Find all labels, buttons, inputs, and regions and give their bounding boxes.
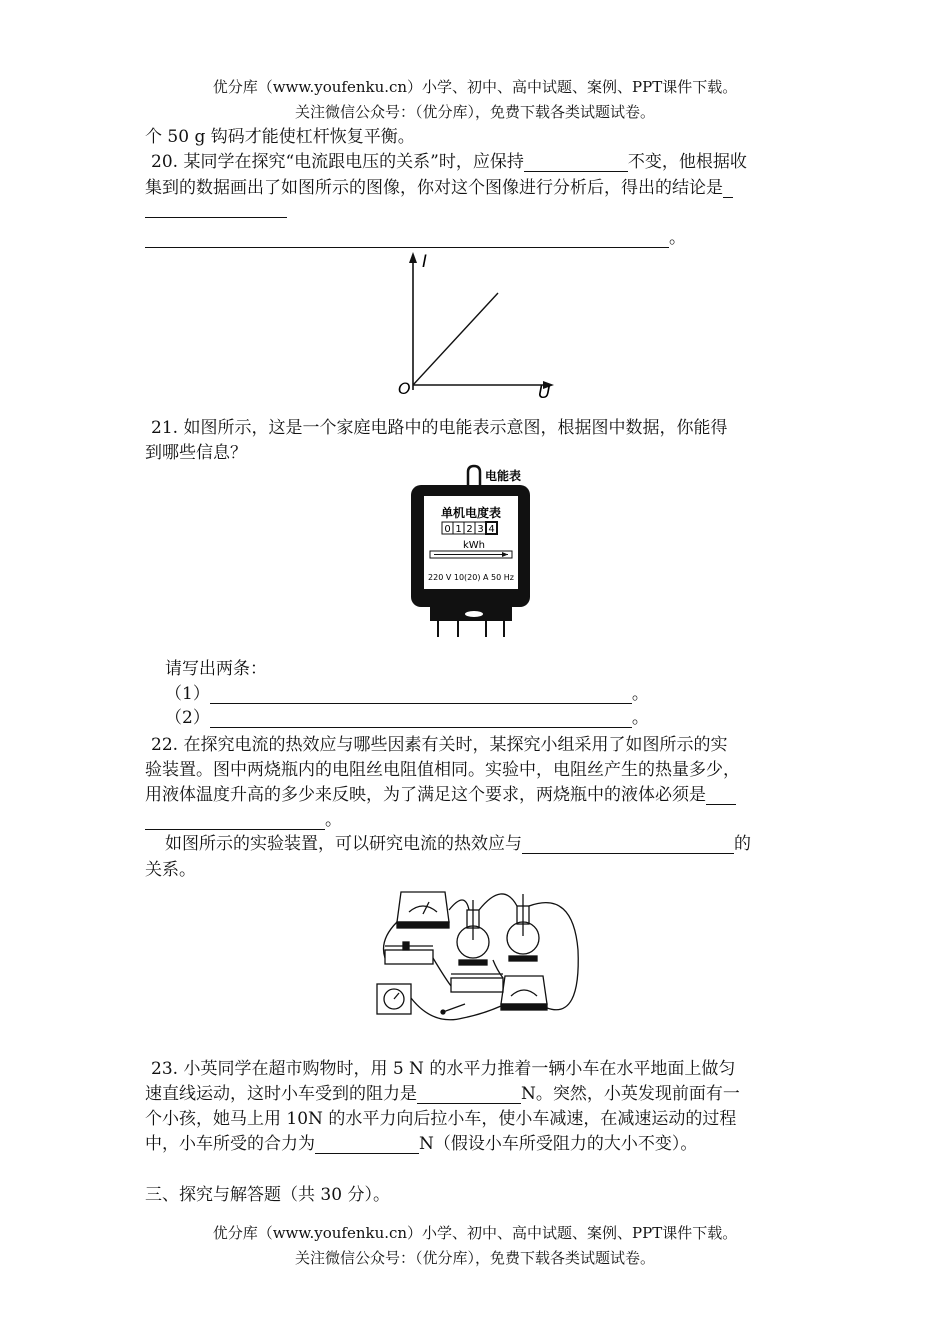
q20-blank-2a[interactable]: [723, 179, 733, 198]
y-axis-label: I: [422, 252, 428, 272]
y-axis-arrow-icon: [409, 252, 417, 263]
x-axis-label: U: [538, 383, 551, 402]
q22-blank-2[interactable]: [522, 835, 734, 854]
meter-digit: 4: [488, 524, 495, 535]
q22-text-f: 的: [734, 834, 751, 854]
ammeter-scale: [409, 906, 437, 912]
q23-text-e: 中，小车所受的合力为: [145, 1134, 315, 1154]
flask-left-stand: [459, 960, 487, 965]
q21-item-1-label: （1）: [165, 684, 210, 704]
meter-unit: kWh: [462, 540, 486, 551]
wire: [449, 900, 469, 910]
iu-graph: [388, 250, 568, 402]
q20-blank-2b[interactable]: [145, 199, 287, 218]
q21-prompt: 请写出两条：: [165, 659, 267, 679]
q23-text-c: N。突然，小英发现前面有一: [521, 1084, 740, 1104]
q22-text-c: 用液体温度升高的多少来反映，为了满足这个要求，两烧瓶中的液体必须是: [145, 785, 706, 805]
q23-line-2: [145, 1079, 740, 1104]
q21-item-1: [165, 679, 649, 704]
q20-line-1: [151, 147, 747, 172]
q20-blank-1[interactable]: [524, 153, 628, 172]
ammeter-base: [397, 922, 449, 928]
rheostat-mid-icon: [451, 978, 503, 992]
meter-digit: 3: [477, 524, 484, 535]
meter-reading: [442, 522, 497, 535]
wire: [479, 894, 517, 910]
switch-pivot: [441, 1010, 445, 1014]
q20-text-b: 不变，他根据收: [627, 152, 747, 172]
header-line-2: 关注微信公众号：（优分库），免费下载各类试题试卷。: [294, 103, 655, 121]
q22-line-5: [165, 829, 751, 854]
q22-line-2: 验装置。图中两烧瓶内的电阻丝电阻值相同。实验中，电阻丝产生的热量多少，: [145, 760, 740, 780]
stopwatch-hand: [394, 993, 399, 999]
q23-line-4: [145, 1129, 697, 1154]
q21-item-2-label: （2）: [165, 708, 210, 728]
q22-line-6: 关系。: [145, 860, 196, 880]
q23-blank-2[interactable]: [315, 1135, 419, 1154]
q21-end-1: 。: [631, 684, 649, 704]
q21-item-2: [165, 703, 649, 728]
q20-text-a: 20. 某同学在探究“电流跟电压的关系”时，应保持: [151, 152, 524, 172]
electric-meter-figure: [408, 463, 533, 641]
q21-line-2: 到哪些信息？: [145, 443, 247, 463]
meter-digit: 0: [444, 524, 451, 535]
q23-text-b: 速直线运动，这时小车受到的阻力是: [145, 1084, 417, 1104]
q22-blank-1b[interactable]: [145, 811, 325, 830]
meter-caption: 电能表: [485, 469, 522, 483]
ammeter-icon: [397, 892, 449, 922]
q20-line-2: [145, 173, 733, 198]
q22-blank-1a[interactable]: [706, 786, 736, 805]
q22-line-4: [145, 805, 342, 830]
meter-digit: 1: [455, 524, 462, 535]
q20-text-c: 集到的数据画出了如图所示的图像，你对这个图像进行分析后，得出的结论是: [145, 178, 723, 198]
meter-digit: 2: [466, 524, 473, 535]
q21-line-1: 21. 如图所示，这是一个家庭电路中的电能表示意图，根据图中数据，你能得: [151, 418, 728, 438]
q21-blank-2[interactable]: [210, 709, 632, 728]
rheostat-left-slider: [403, 942, 409, 950]
q22-end: 。: [325, 810, 342, 830]
footer-line-1: 优分库（www.youfenku.cn）小学、初中、高中试题、案例、PPT课件下载。: [212, 1224, 738, 1242]
wire: [411, 998, 501, 1020]
q21-end-2: 。: [631, 708, 649, 728]
ammeter-right-base: [501, 1004, 547, 1010]
rheostat-left-icon: [385, 950, 433, 964]
iu-line: [413, 293, 498, 385]
wire: [433, 958, 451, 986]
q23-text-f: N（假设小车所受阻力的大小不变）。: [419, 1134, 698, 1154]
meter-hook-icon: [468, 466, 480, 485]
q19-tail: 个 50 g 钩码才能使杠杆恢复平衡。: [145, 127, 415, 147]
origin-label: O: [398, 379, 411, 398]
wire: [493, 960, 503, 978]
heating-apparatus-figure: [373, 880, 585, 1040]
q20-blank-2c[interactable]: [145, 229, 669, 248]
ammeter-needle: [423, 902, 429, 914]
q23-line-1: 23. 小英同学在超市购物时，用 5 N 的水平力推着一辆小车在水平地面上做匀: [151, 1059, 736, 1079]
section-3-heading: 三、探究与解答题（共 30 分）。: [145, 1185, 390, 1205]
q20-line-3: [145, 198, 287, 218]
q23-blank-1[interactable]: [417, 1085, 521, 1104]
q22-line-1: 22. 在探究电流的热效应与哪些因素有关时，某探究小组采用了如图所示的实: [151, 735, 728, 755]
meter-seal-icon: [465, 611, 483, 617]
footer-line-2: 关注微信公众号：（优分库），免费下载各类试题试卷。: [294, 1249, 655, 1267]
q22-line-3: [145, 780, 736, 805]
meter-spec: 220 V 10(20) A 50 Hz: [428, 573, 514, 582]
switch-icon: [443, 1004, 465, 1012]
header-line-1: 优分库（www.youfenku.cn）小学、初中、高中试题、案例、PPT课件下载。: [212, 78, 738, 96]
ammeter-right-scale: [511, 990, 537, 996]
q20-end: 。: [669, 228, 686, 248]
flask-right-stand: [509, 956, 537, 961]
meter-type: 单机电度表: [440, 506, 502, 520]
q22-text-e: 如图所示的实验装置，可以研究电流的热效应与: [165, 834, 522, 854]
q20-line-4: [145, 223, 686, 248]
q21-blank-1[interactable]: [210, 685, 632, 704]
q23-line-3: 个小孩，她马上用 10N 的水平力向后拉小车，使小车减速，在减速运动的过程: [145, 1109, 737, 1129]
